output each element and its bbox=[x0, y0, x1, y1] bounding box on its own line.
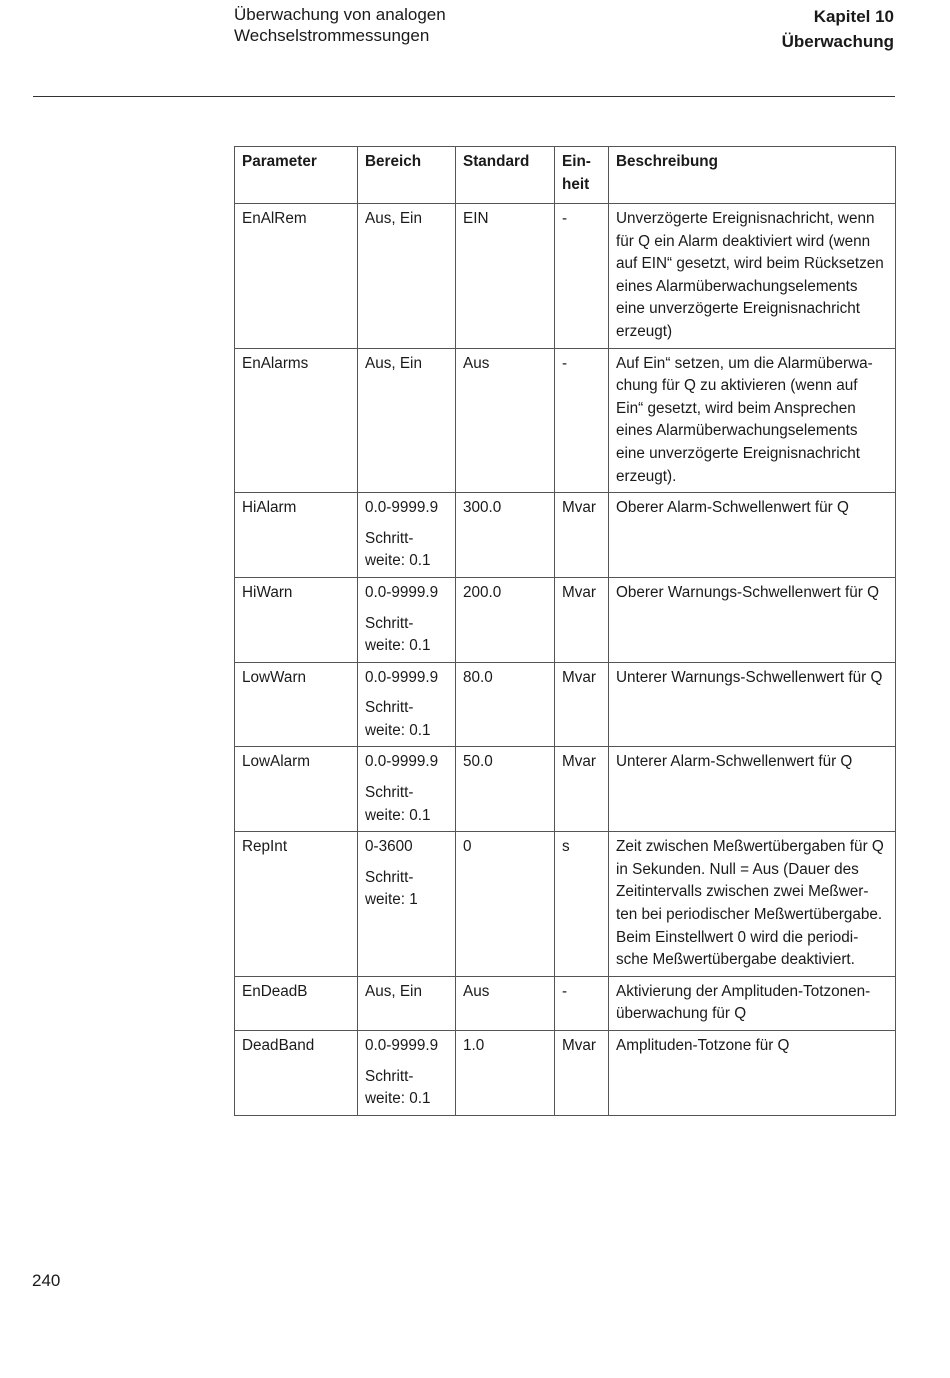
cell-parameter: HiAlarm bbox=[235, 493, 358, 578]
cell-bereich bbox=[358, 204, 456, 349]
step-value: weite: 0.1 bbox=[365, 806, 431, 824]
cell-beschreibung: Auf Ein“ setzen, um die Alarmüberwa-chung für Q zu aktivieren (wenn auf Ein“ gesetzt, wird beim Ansprechen eines Alarmüberwachungselements eine unverzögerte Ereignisnachricht erzeugt). bbox=[609, 348, 896, 493]
header-beschreibung: Beschreibung bbox=[609, 147, 896, 204]
cell-parameter: HiWarn bbox=[235, 577, 358, 662]
header-title-line1: Überwachung von analogen bbox=[234, 5, 446, 24]
table-body bbox=[235, 204, 896, 1116]
cell-beschreibung: Aktivierung der Amplituden-Totzonen-überwachung für Q bbox=[609, 976, 896, 1030]
cell-einheit: s bbox=[555, 832, 609, 977]
running-header-right bbox=[782, 4, 894, 54]
cell-bereich bbox=[358, 577, 456, 662]
header-einheit-line1: Ein- bbox=[562, 153, 591, 170]
table-row bbox=[235, 832, 896, 977]
cell-parameter: DeadBand bbox=[235, 1031, 358, 1116]
range-value: 0.0-9999.9 bbox=[365, 583, 439, 601]
step-width bbox=[365, 782, 449, 827]
table-header-row bbox=[235, 147, 896, 204]
table-row bbox=[235, 577, 896, 662]
cell-parameter: LowAlarm bbox=[235, 747, 358, 832]
cell-standard: 80.0 bbox=[456, 662, 555, 747]
step-width bbox=[365, 867, 449, 912]
cell-einheit: - bbox=[555, 348, 609, 493]
cell-beschreibung: Oberer Warnungs-Schwellenwert für Q bbox=[609, 577, 896, 662]
cell-beschreibung: Unterer Warnungs-Schwellenwert für Q bbox=[609, 662, 896, 747]
step-width bbox=[365, 1066, 449, 1111]
cell-standard: EIN bbox=[456, 204, 555, 349]
header-einheit-line2: heit bbox=[562, 175, 590, 193]
cell-standard: 50.0 bbox=[456, 747, 555, 832]
cell-einheit: - bbox=[555, 204, 609, 349]
step-label: Schritt- bbox=[365, 1067, 414, 1085]
step-width bbox=[365, 697, 449, 742]
cell-einheit: Mvar bbox=[555, 493, 609, 578]
cell-einheit: - bbox=[555, 976, 609, 1030]
cell-parameter: EnAlRem bbox=[235, 204, 358, 349]
chapter-title: Überwachung bbox=[781, 32, 894, 51]
table-row bbox=[235, 204, 896, 349]
step-value: weite: 1 bbox=[365, 891, 418, 909]
cell-standard: 0 bbox=[456, 832, 555, 977]
header-standard: Standard bbox=[456, 147, 555, 204]
step-label: Schritt- bbox=[365, 868, 414, 886]
header-divider bbox=[33, 96, 895, 97]
cell-parameter: EnDeadB bbox=[235, 976, 358, 1030]
step-label: Schritt- bbox=[365, 529, 414, 547]
header-parameter: Parameter bbox=[235, 147, 358, 204]
cell-parameter: RepInt bbox=[235, 832, 358, 977]
step-width bbox=[365, 528, 449, 573]
cell-standard: Aus bbox=[456, 976, 555, 1030]
range-value: 0.0-9999.9 bbox=[365, 499, 439, 517]
range-value: Aus, Ein bbox=[365, 982, 422, 1000]
cell-standard: 300.0 bbox=[456, 493, 555, 578]
step-value: weite: 0.1 bbox=[365, 721, 431, 739]
parameter-table bbox=[234, 146, 896, 1116]
cell-bereich bbox=[358, 662, 456, 747]
header-bereich: Bereich bbox=[358, 147, 456, 204]
table-row bbox=[235, 747, 896, 832]
table-row bbox=[235, 662, 896, 747]
step-label: Schritt- bbox=[365, 614, 414, 632]
header-einheit bbox=[555, 147, 609, 204]
cell-einheit: Mvar bbox=[555, 1031, 609, 1116]
table-row bbox=[235, 1031, 896, 1116]
cell-bereich bbox=[358, 747, 456, 832]
cell-beschreibung: Amplituden-Totzone für Q bbox=[609, 1031, 896, 1116]
cell-parameter: EnAlarms bbox=[235, 348, 358, 493]
step-value: weite: 0.1 bbox=[365, 552, 431, 570]
cell-einheit: Mvar bbox=[555, 747, 609, 832]
range-value: Aus, Ein bbox=[365, 354, 422, 372]
cell-standard: 1.0 bbox=[456, 1031, 555, 1116]
step-label: Schritt- bbox=[365, 699, 414, 717]
range-value: 0.0-9999.9 bbox=[365, 668, 439, 686]
cell-standard: 200.0 bbox=[456, 577, 555, 662]
range-value: 0.0-9999.9 bbox=[365, 753, 439, 771]
header-title-line2: Wechselstrommessungen bbox=[234, 26, 430, 45]
step-width bbox=[365, 613, 449, 658]
chapter-number: Kapitel 10 bbox=[813, 7, 894, 26]
table-row bbox=[235, 976, 896, 1030]
table-row bbox=[235, 348, 896, 493]
page-number: 240 bbox=[32, 1271, 61, 1290]
step-value: weite: 0.1 bbox=[365, 637, 431, 655]
cell-einheit: Mvar bbox=[555, 662, 609, 747]
cell-bereich bbox=[358, 976, 456, 1030]
range-value: 0-3600 bbox=[365, 838, 413, 856]
cell-parameter: LowWarn bbox=[235, 662, 358, 747]
cell-bereich bbox=[358, 832, 456, 977]
cell-einheit: Mvar bbox=[555, 577, 609, 662]
cell-bereich bbox=[358, 493, 456, 578]
range-value: 0.0-9999.9 bbox=[365, 1037, 439, 1054]
cell-beschreibung: Unverzögerte Ereignisnachricht, wenn für Q ein Alarm deaktiviert wird (wenn auf EIN“ gesetzt, wird beim Rücksetzen eines Alarmüberwachungselements eine unverzögerte Ereignisnachricht erzeugt) bbox=[609, 204, 896, 349]
cell-beschreibung: Unterer Alarm-Schwellenwert für Q bbox=[609, 747, 896, 832]
cell-beschreibung: Oberer Alarm-Schwellenwert für Q bbox=[609, 493, 896, 578]
range-value: Aus, Ein bbox=[365, 210, 422, 227]
cell-bereich bbox=[358, 348, 456, 493]
running-header-left bbox=[234, 4, 446, 46]
step-value: weite: 0.1 bbox=[365, 1090, 431, 1108]
cell-bereich bbox=[358, 1031, 456, 1116]
cell-standard: Aus bbox=[456, 348, 555, 493]
cell-beschreibung: Zeit zwischen Meßwertübergaben für Q in Sekunden. Null = Aus (Dauer des Zeitintervalls zwischen zwei Meßwer-ten bei periodischer Meßwertübergabe. Beim Einstellwert 0 wird die periodi-sche Meßwertübergabe deaktiviert. bbox=[609, 832, 896, 977]
step-label: Schritt- bbox=[365, 784, 414, 802]
table-row bbox=[235, 493, 896, 578]
